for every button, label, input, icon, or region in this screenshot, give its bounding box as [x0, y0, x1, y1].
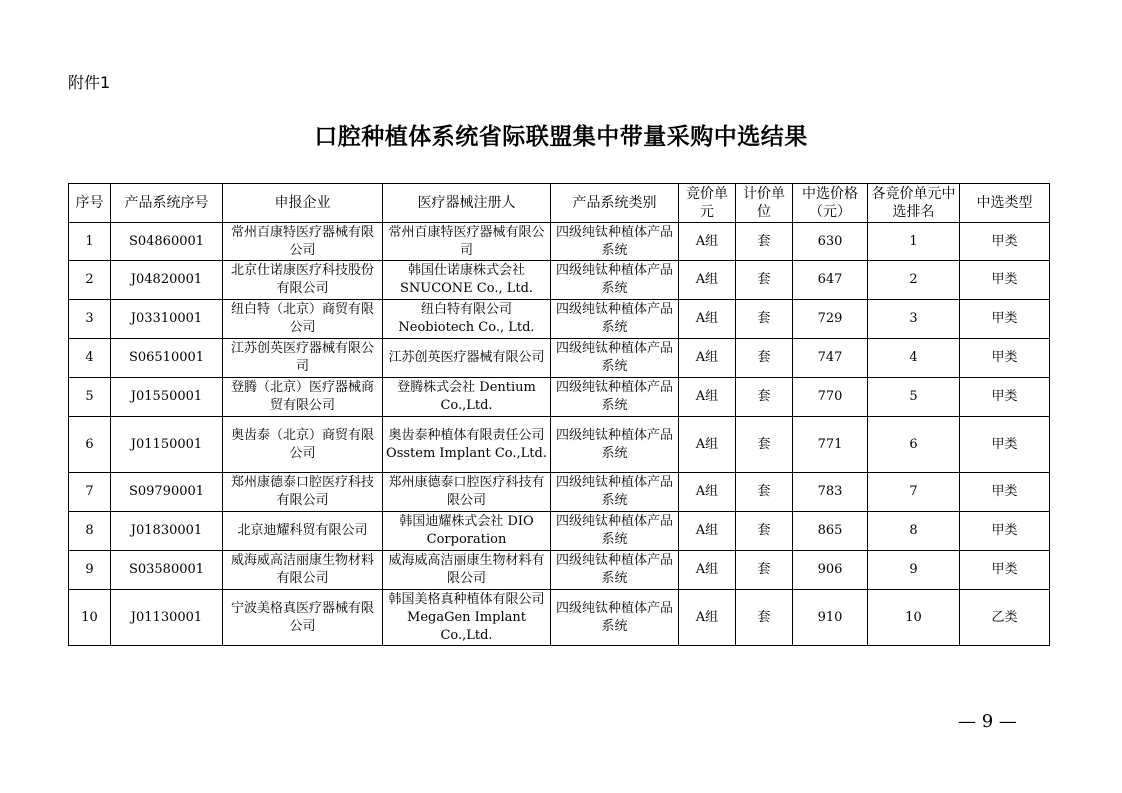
table-cell: 770 [793, 378, 868, 417]
header-cell: 产品系统类别 [551, 184, 679, 223]
table-cell: 7 [69, 473, 111, 512]
table-cell: 北京迪耀科贸有限公司 [223, 512, 383, 551]
table-cell: J04820001 [111, 261, 223, 300]
table-cell: 5 [868, 378, 960, 417]
table-cell: J01550001 [111, 378, 223, 417]
table-cell: S06510001 [111, 339, 223, 378]
table-cell: A组 [679, 551, 736, 590]
table-cell: 10 [69, 590, 111, 646]
table-cell: 郑州康德泰口腔医疗科技有限公司 [223, 473, 383, 512]
table-cell: 甲类 [960, 261, 1050, 300]
table-cell: 北京仕诺康医疗科技股份有限公司 [223, 261, 383, 300]
table-cell: 韩国仕诺康株式会社 SNUCONE Co., Ltd. [383, 261, 551, 300]
table-cell: 5 [69, 378, 111, 417]
table-cell: A组 [679, 339, 736, 378]
table-cell: S03580001 [111, 551, 223, 590]
table-cell: 10 [868, 590, 960, 646]
header-cell: 申报企业 [223, 184, 383, 223]
table-cell: A组 [679, 300, 736, 339]
table-cell: 6 [69, 417, 111, 473]
table-cell: A组 [679, 417, 736, 473]
table-cell: 套 [736, 261, 793, 300]
table-cell: 729 [793, 300, 868, 339]
table-cell: 套 [736, 551, 793, 590]
table-cell: 四级纯钛种植体产品系统 [551, 417, 679, 473]
table-cell: 江苏创英医疗器械有限公司 [383, 339, 551, 378]
table-cell: 江苏创英医疗器械有限公司 [223, 339, 383, 378]
table-cell: 威海威高洁丽康生物材料有限公司 [223, 551, 383, 590]
table-cell: 纽白特（北京）商贸有限公司 [223, 300, 383, 339]
table-cell: 647 [793, 261, 868, 300]
table-cell: 2 [69, 261, 111, 300]
table-cell: 奥齿泰（北京）商贸有限公司 [223, 417, 383, 473]
table-cell: 常州百康特医疗器械有限公司 [383, 223, 551, 261]
table-cell: A组 [679, 261, 736, 300]
table-cell: 四级纯钛种植体产品系统 [551, 223, 679, 261]
table-cell: 纽白特有限公司 Neobiotech Co., Ltd. [383, 300, 551, 339]
table-cell: J01130001 [111, 590, 223, 646]
table-cell: 783 [793, 473, 868, 512]
table-cell: 747 [793, 339, 868, 378]
annex-label: 附件1 [68, 73, 111, 92]
table-cell: 奥齿泰种植体有限责任公司 Osstem Implant Co.,Ltd. [383, 417, 551, 473]
table-cell: 7 [868, 473, 960, 512]
table-cell: A组 [679, 378, 736, 417]
table-cell: 4 [868, 339, 960, 378]
header-cell: 中选价格（元） [793, 184, 868, 223]
table-row [69, 378, 1050, 417]
table-cell: A组 [679, 590, 736, 646]
table-cell: 1 [868, 223, 960, 261]
table-cell: A组 [679, 512, 736, 551]
table-cell: 865 [793, 512, 868, 551]
table-cell: 四级纯钛种植体产品系统 [551, 473, 679, 512]
table-cell: 2 [868, 261, 960, 300]
table-row [69, 551, 1050, 590]
table-row [69, 590, 1050, 646]
table-cell: 乙类 [960, 590, 1050, 646]
table-row [69, 223, 1050, 261]
table-cell: J03310001 [111, 300, 223, 339]
table-cell: A组 [679, 473, 736, 512]
table-cell: J01830001 [111, 512, 223, 551]
table-cell: 郑州康德泰口腔医疗科技有限公司 [383, 473, 551, 512]
table-cell: 套 [736, 300, 793, 339]
table-row [69, 417, 1050, 473]
table-row [69, 512, 1050, 551]
table-cell: 登腾（北京）医疗器械商贸有限公司 [223, 378, 383, 417]
table-cell: 8 [868, 512, 960, 551]
header-cell: 产品系统序号 [111, 184, 223, 223]
table-cell: 常州百康特医疗器械有限公司 [223, 223, 383, 261]
table-cell: 宁波美格真医疗器械有限公司 [223, 590, 383, 646]
header-cell: 各竞价单元中选排名 [868, 184, 960, 223]
results-table [68, 183, 1050, 646]
table-cell: 甲类 [960, 300, 1050, 339]
table-cell: 套 [736, 339, 793, 378]
table-cell: 套 [736, 378, 793, 417]
table-cell: 9 [868, 551, 960, 590]
table-cell: 四级纯钛种植体产品系统 [551, 551, 679, 590]
table-header-row [69, 184, 1050, 223]
table-row [69, 300, 1050, 339]
table-cell: 四级纯钛种植体产品系统 [551, 590, 679, 646]
table-body [69, 223, 1050, 646]
table-cell: 甲类 [960, 417, 1050, 473]
header-cell: 竞价单元 [679, 184, 736, 223]
table-cell: S09790001 [111, 473, 223, 512]
table-row [69, 261, 1050, 300]
table-cell: 韩国美格真种植体有限公司 MegaGen Implant Co.,Ltd. [383, 590, 551, 646]
table-cell: 3 [868, 300, 960, 339]
header-cell: 中选类型 [960, 184, 1050, 223]
table-cell: 套 [736, 473, 793, 512]
table-cell: 套 [736, 223, 793, 261]
table-cell: 8 [69, 512, 111, 551]
table-cell: 甲类 [960, 378, 1050, 417]
table-cell: 韩国迪耀株式会社 DIO Corporation [383, 512, 551, 551]
table-cell: 甲类 [960, 473, 1050, 512]
table-cell: 630 [793, 223, 868, 261]
table-cell: 6 [868, 417, 960, 473]
header-cell: 医疗器械注册人 [383, 184, 551, 223]
table-cell: 1 [69, 223, 111, 261]
table-cell: J01150001 [111, 417, 223, 473]
table-cell: 登腾株式会社 Dentium Co.,Ltd. [383, 378, 551, 417]
table-cell: 套 [736, 417, 793, 473]
header-cell: 序号 [69, 184, 111, 223]
table-cell: 3 [69, 300, 111, 339]
table-cell: 威海威高洁丽康生物材料有限公司 [383, 551, 551, 590]
table-cell: 9 [69, 551, 111, 590]
table-cell: 套 [736, 590, 793, 646]
table-cell: 910 [793, 590, 868, 646]
table-cell: 四级纯钛种植体产品系统 [551, 512, 679, 551]
page-number: — 9 — [958, 711, 1017, 732]
table-cell: 甲类 [960, 223, 1050, 261]
document-title: 口腔种植体系统省际联盟集中带量采购中选结果 [314, 123, 808, 150]
table-row [69, 473, 1050, 512]
table-cell: 4 [69, 339, 111, 378]
table-cell: A组 [679, 223, 736, 261]
table-cell: 771 [793, 417, 868, 473]
table-cell: 甲类 [960, 339, 1050, 378]
table-cell: 甲类 [960, 512, 1050, 551]
table-cell: 四级纯钛种植体产品系统 [551, 339, 679, 378]
table-row [69, 339, 1050, 378]
table-cell: S04860001 [111, 223, 223, 261]
table-cell: 四级纯钛种植体产品系统 [551, 378, 679, 417]
header-cell: 计价单位 [736, 184, 793, 223]
table-cell: 四级纯钛种植体产品系统 [551, 261, 679, 300]
table-cell: 套 [736, 512, 793, 551]
table-cell: 甲类 [960, 551, 1050, 590]
table-cell: 四级纯钛种植体产品系统 [551, 300, 679, 339]
table-cell: 906 [793, 551, 868, 590]
